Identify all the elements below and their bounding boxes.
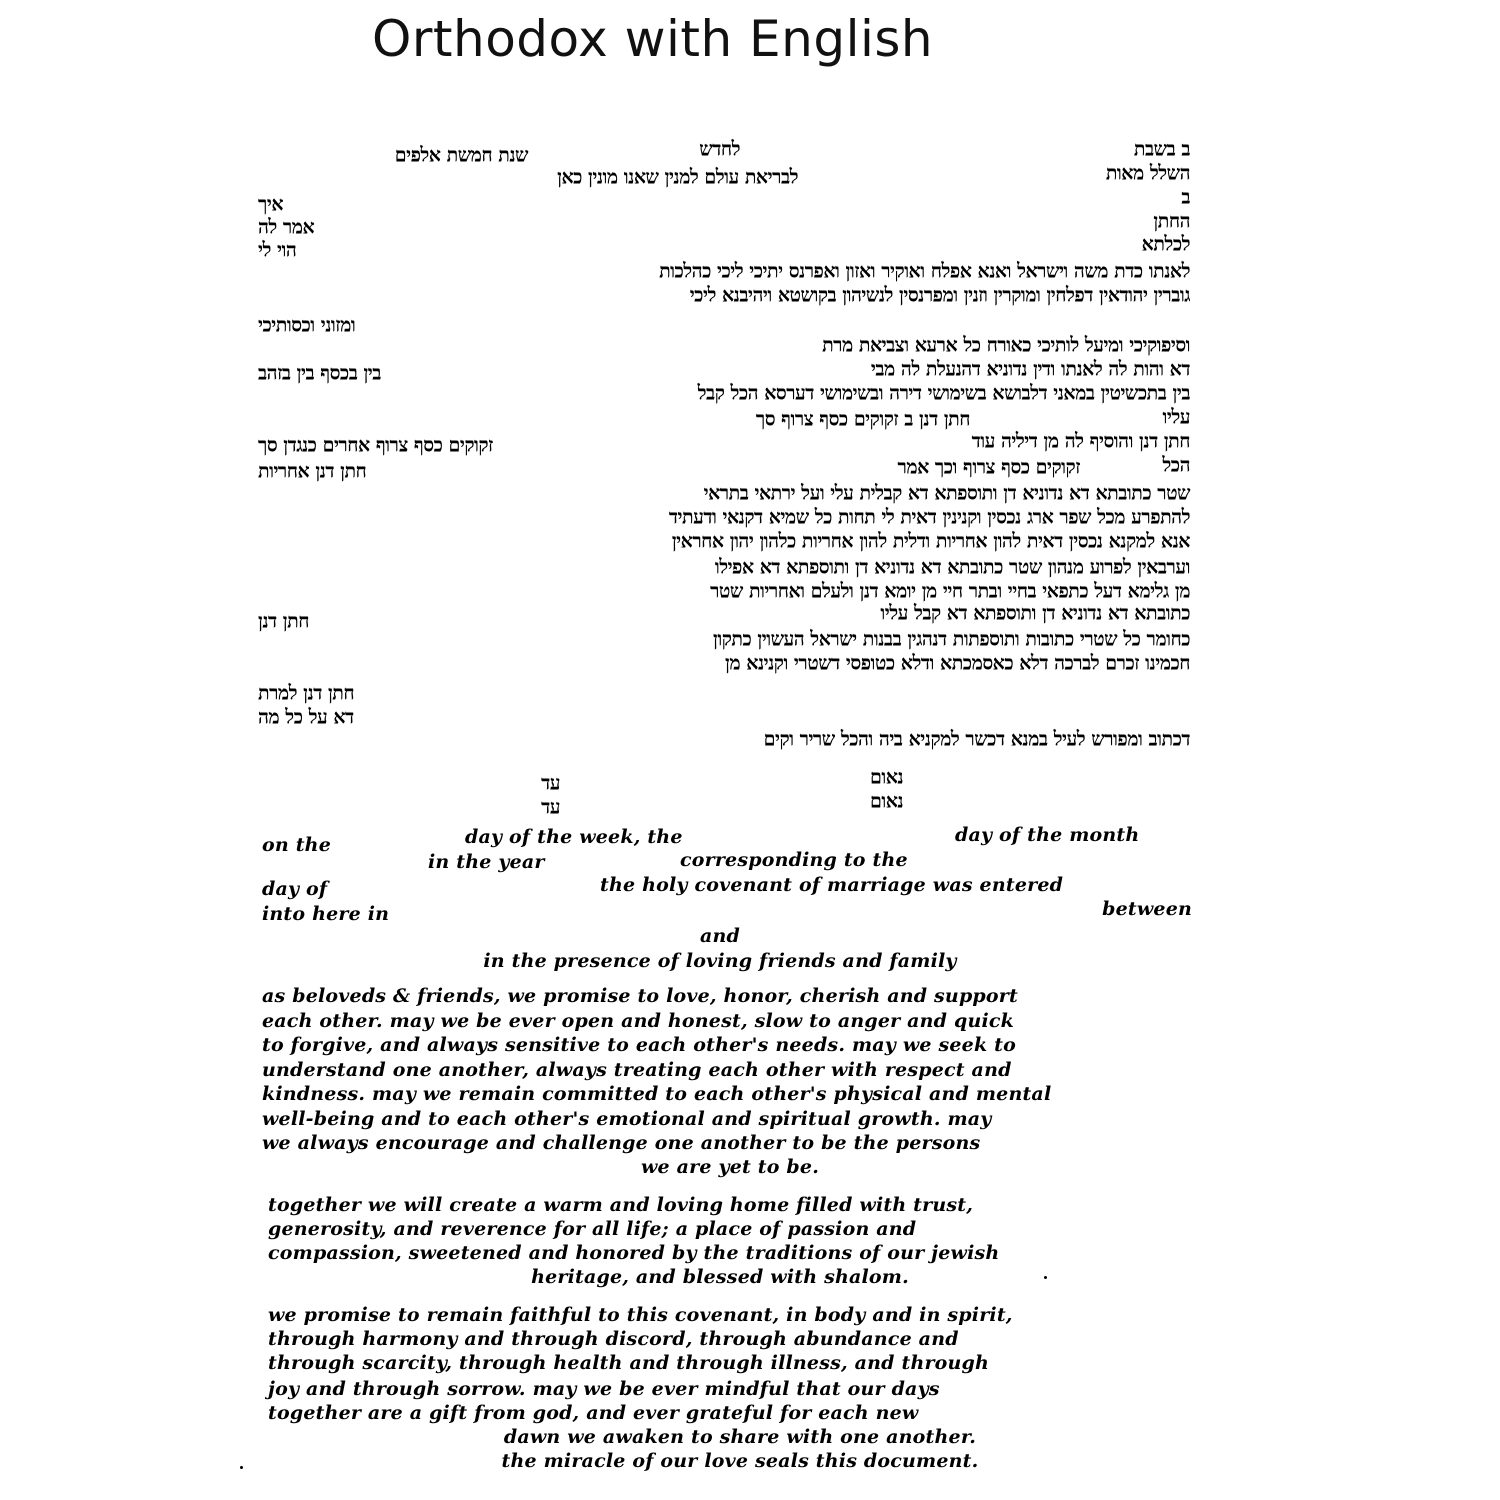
- hebrew-text-line: דא והות לה לאנתו ודין נדוניא דהנעלת לה מבי: [870, 357, 1190, 381]
- english-text-line: kindness. may we remain committed to each other's physical and mental: [262, 1083, 1052, 1105]
- english-text-line: day of the month: [955, 824, 1140, 846]
- hebrew-text-line: חתן דנן ב זקוקים כסף צרוף סך: [755, 407, 970, 431]
- page-title: Orthodox with English: [372, 10, 934, 68]
- hebrew-text-line: נאום: [870, 765, 904, 789]
- hebrew-text-line: זקוקים כסף צרוף וכך אמר: [897, 455, 1080, 479]
- hebrew-text-line: דכתוב ומפורש לעיל במנא דכשר למקניא ביה והכל שריר וקים: [763, 727, 1190, 751]
- hebrew-text-line: זקוקים כסף צרוף אחרים כנגדן סך: [258, 433, 493, 457]
- english-text-line: heritage, and blessed with shalom.: [531, 1266, 909, 1288]
- hebrew-text-line: גוברין יהודאין דפלחין ומוקרין וזנין ומפרנסין לנשיהון בקושטא ויהיבנא ליכי: [689, 283, 1190, 307]
- hebrew-text-line: וסיפוקיכי ומיעל לותיכי כאורח כל ארעא וצביאת מרת: [822, 333, 1190, 357]
- hebrew-text-line: כחומר כל שטרי כתובות ותוספתות דנהגין בבנות ישראל העשוין כתקון: [713, 627, 1190, 651]
- english-text-line: we are yet to be.: [640, 1156, 820, 1178]
- hebrew-text-line: וערבאין לפרוע מנהון שטר כתובתא דא נדוניא דן ותוספתא דא אפילו: [714, 555, 1190, 579]
- english-text-line: between: [1102, 898, 1192, 920]
- hebrew-text-line: הכל: [1162, 453, 1190, 477]
- english-text-line: the holy covenant of marriage was entered: [600, 874, 1064, 896]
- english-text-line: day of: [262, 878, 328, 900]
- hebrew-text-line: ומזוני וכסותיכי: [258, 313, 356, 337]
- hebrew-text-line: ב בשבת: [1133, 137, 1190, 161]
- hebrew-text-line: עליו: [1162, 405, 1190, 429]
- hebrew-text-line: חתן דנן: [258, 609, 309, 633]
- english-text-line: generosity, and reverence for all life; a place of passion and: [268, 1218, 917, 1240]
- english-text-line: we always encourage and challenge one another to be the persons: [262, 1132, 981, 1154]
- english-text-line: together are a gift from god, and ever grateful for each new: [268, 1402, 919, 1424]
- hebrew-text-line: חתן דנן למרת: [258, 681, 355, 705]
- english-text-line: together we will create a warm and loving home filled with trust,: [268, 1194, 974, 1216]
- english-text-line: in the presence of loving friends and family: [483, 950, 957, 972]
- english-text-line: compassion, sweetened and honored by the traditions of our jewish: [268, 1242, 1000, 1264]
- hebrew-text-line: חכמינו זכרם לברכה דלא כאסמכתא ודלא כטופסי דשטרי וקנינא מן: [725, 651, 1190, 675]
- english-text-line: day of the week, the: [465, 826, 683, 848]
- hebrew-text-line: להתפרע מכל שפר ארג נכסין וקנינין דאית לי תחות כל שמיא דקנאי ודעתיד: [668, 505, 1190, 529]
- hebrew-text-line: לכלתא: [1141, 232, 1190, 256]
- english-text-line: and: [699, 925, 740, 947]
- hebrew-text-line: שטר כתובתא דא נדוניא דן ותוספתא דא קבלית עלי ועל ירתאי בתראי: [703, 481, 1190, 505]
- english-text-line: dawn we awaken to share with one another.: [503, 1426, 977, 1448]
- hebrew-text-line: החתן: [1153, 209, 1190, 233]
- hebrew-text-line: איך: [258, 192, 284, 216]
- english-text-line: corresponding to the: [680, 849, 908, 871]
- english-text-line: on the: [262, 834, 331, 856]
- english-text-line: into here in: [262, 903, 390, 925]
- hebrew-text-line: כתובתא דא נדוניא דן ותוספתא דא קבל עליו: [880, 601, 1190, 625]
- english-text-line: the miracle of our love seals this document.: [501, 1450, 979, 1472]
- hebrew-text-line: בין בכסף בין בזהב: [258, 361, 381, 385]
- hebrew-text-line: אנא למקנא נכסין דאית להון אחריות ודלית להון אחריות כלהון יהון אחראין: [671, 529, 1190, 553]
- hebrew-text-line: דא על כל מה: [258, 705, 354, 729]
- english-text-line: to forgive, and always sensitive to each other's needs. may we seek to: [262, 1034, 1016, 1056]
- english-text-line: joy and through sorrow. may we be ever mindful that our days: [268, 1378, 940, 1400]
- hebrew-text-line: עד: [541, 771, 560, 795]
- english-text-line: as beloveds & friends, we promise to love, honor, cherish and support: [262, 985, 1018, 1007]
- hebrew-text-line: לחדש: [699, 137, 740, 161]
- hebrew-text-line: לאנתו כדת משה וישראל ואנא אפלח ואוקיר ואזון ואפרנס יתיכי ליכי כהלכות: [659, 259, 1190, 283]
- english-text-line: in the year: [428, 851, 545, 873]
- english-text-line: each other. may we be ever open and honest, slow to anger and quick: [262, 1010, 1015, 1032]
- hebrew-text-line: לבריאת עולם למנין שאנו מונין כאן: [557, 165, 798, 189]
- english-text-line: well-being and to each other's emotional and spiritual growth. may: [262, 1108, 992, 1130]
- hebrew-text-line: אמר לה: [258, 215, 315, 239]
- hebrew-text-line: השלל מאות: [1105, 161, 1190, 185]
- hebrew-text-line: שנת חמשת אלפים: [394, 143, 528, 167]
- english-text-line: through harmony and through discord, through abundance and: [268, 1328, 959, 1350]
- hebrew-text-line: חתן דנן והוסיף לה מן דיליה עוד: [971, 429, 1190, 453]
- hebrew-text-line: חתן דנן אחריות: [258, 459, 367, 483]
- hebrew-text-line: עד: [541, 795, 560, 819]
- hebrew-text-line: בין בתכשיטין במאני דלבושא בשימושי דירה ובשימושי דערסא הכל קבל: [697, 381, 1190, 405]
- english-text-line: understand one another, always treating each other with respect and: [262, 1059, 1012, 1081]
- hebrew-text-line: הוי לי: [258, 238, 297, 262]
- ink-speck: [240, 1466, 243, 1469]
- hebrew-text-line: נאום: [870, 789, 904, 813]
- english-text-line: through scarcity, through health and through illness, and through: [268, 1352, 990, 1374]
- hebrew-text-line: ב: [1181, 185, 1190, 209]
- hebrew-text-line: מן גלימא דעל כתפאי בחיי ובתר חיי מן יומא דנן ולעלם ואחריות שטר: [710, 579, 1190, 603]
- ink-speck: [1044, 1276, 1047, 1279]
- english-text-line: we promise to remain faithful to this covenant, in body and in spirit,: [268, 1304, 1013, 1326]
